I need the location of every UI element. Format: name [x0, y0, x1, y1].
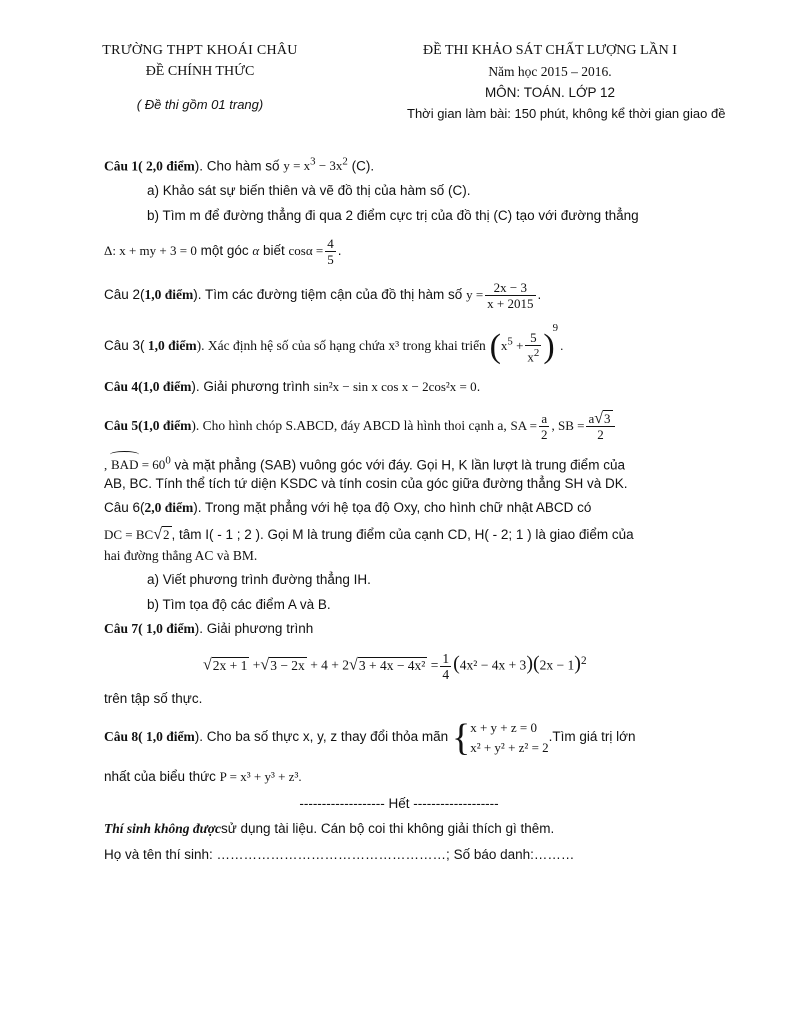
q1-know: biết	[262, 243, 285, 259]
q5-sa: SA =	[510, 418, 537, 434]
q2-label-bold: 1,0 điểm	[144, 287, 194, 303]
q7-quarter-num: 1	[442, 651, 450, 666]
q6-label: Câu 6(	[104, 500, 145, 515]
q4-text: ). Giải phương trình	[191, 379, 310, 394]
q7-term2-exp: 2	[580, 655, 587, 668]
q2-label: Câu 2(	[104, 287, 145, 303]
q2-text: ). Tìm các đường tiệm cận của đồ thị hàm số	[193, 287, 463, 303]
q1-line-eq: Δ: x + my + 3 = 0	[104, 243, 197, 259]
q8-sys2: x² + y² + z² = 2	[470, 740, 549, 755]
q7-root1: 2x + 1	[212, 657, 248, 673]
q8-text2: nhất của biểu thức	[104, 769, 216, 784]
note	[104, 821, 554, 837]
q1-cos-den: 5	[327, 252, 334, 267]
q1-alpha: α	[252, 243, 260, 259]
q2-fraction	[485, 280, 535, 311]
q7-term1: 4x² − 4x + 3	[459, 657, 527, 673]
q6-part-b: b) Tìm tọa độ các điểm A và B.	[147, 597, 331, 612]
q8-line2	[104, 769, 302, 785]
q8-system: {x + y + z = 0 x² + y² + z² = 2	[451, 717, 549, 759]
candidate-line: Họ và tên thí sinh: ……………………………………………; Số báo danh:………	[104, 847, 575, 862]
q5-sa-den: 2	[540, 427, 548, 442]
q1-part-b: b) Tìm m để đường thẳng đi qua 2 điểm cực trị của đồ thị (C) tạo với đường thẳng	[147, 208, 639, 223]
q8-tail: .Tìm giá trị lớn	[548, 728, 636, 744]
q5-comma: ,	[104, 457, 108, 473]
q7-domain: trên tập số thực.	[104, 691, 203, 706]
q7-root2: 3 − 2x	[270, 657, 305, 673]
q5-text2: và mặt phẳng (SAB) vuông góc với đáy. Gọi H, K lần lượt là trung điểm của	[174, 457, 625, 473]
q5-line2	[104, 455, 625, 473]
q1-lead: ). Cho hàm số	[194, 158, 280, 174]
q3-expansion: ($x^5$ + $\frac{5}{x^2}$ )$^9$.	[489, 321, 564, 366]
exam-time: Thời gian làm bài: 150 phút, không kể thời gian giao đề	[407, 106, 726, 121]
q6-text1: ). Trong mặt phẳng với hệ tọa độ Oxy, cho hình chữ nhật ABCD có	[193, 500, 592, 515]
q5-sb-fraction: $\frac{a√3}{2}$	[586, 411, 614, 442]
q2-y: y =	[466, 287, 484, 303]
note-rest: sử dụng tài liệu. Cán bộ coi thi không giải thích gì thêm.	[221, 821, 555, 836]
note-bold: Thí sinh không được	[104, 821, 221, 836]
q1-cos-fraction	[325, 236, 336, 267]
question-3	[104, 321, 564, 366]
q2-den: x + 2015	[487, 296, 534, 311]
q3-base: x	[500, 338, 508, 354]
q4-equation: sin²x − sin x cos x − 2cos²x = 0	[313, 379, 477, 394]
q5-sb-num-a: a	[588, 411, 595, 426]
q3-text: ). Xác định hệ số của số hạng chứa x³ trong khai triển	[196, 338, 486, 354]
question-1	[104, 156, 374, 174]
question-8	[104, 718, 636, 758]
q3-exp5: 5	[507, 335, 513, 348]
q3-label-bold: 1,0 điểm	[144, 338, 197, 354]
q5-deg: 0	[165, 455, 171, 467]
q5-sb-num-sqrt: 3	[604, 411, 611, 426]
q3-power: 9	[552, 321, 559, 334]
question-7	[104, 621, 313, 637]
q7-text: ). Giải phương trình	[194, 621, 314, 636]
q5-sa-num: a	[539, 411, 550, 427]
q5-sa-fraction	[539, 411, 550, 442]
q1-cos-num: 4	[327, 236, 334, 251]
question-6	[104, 500, 591, 516]
q5-sb-den: 2	[597, 427, 604, 442]
question-4: Câu 4(1,0 điểm). Giải phương trình sin²x − sin x cos x − 2cos²x = 0.	[104, 379, 481, 394]
q1-part-a: a) Khảo sát sự biến thiên và vẽ đồ thị của hàm số (C).	[147, 183, 471, 198]
q3-fnum: 5	[525, 330, 541, 346]
q1-function: $y = x^3 - 3x^2$	[283, 156, 348, 174]
q8-sys1: x + y + z = 0	[470, 720, 537, 735]
q4-label: Câu 4(1,0 điểm	[104, 379, 192, 394]
q8-expr: P = x³ + y³ + z³.	[219, 769, 302, 784]
q7-term2: 2x − 1	[539, 657, 575, 673]
q7-quarter-den: 4	[442, 667, 450, 682]
q3-fden-exp: 2	[533, 347, 540, 359]
q1-label: Câu 1( 2,0 điểm	[104, 158, 195, 174]
exam-title: ĐỀ THI KHẢO SÁT CHẤT LƯỢNG LẦN I	[423, 43, 677, 58]
q3-plus: +	[516, 338, 524, 354]
question-5	[104, 411, 617, 442]
end-marker: ------------------- Hết -------------------	[299, 796, 499, 811]
q5-text1: ). Cho hình chóp S.ABCD, đáy ABCD là hình thoi cạnh a,	[191, 418, 507, 434]
q1-part-b-cont: Δ: x + my + 3 = 0 một góc α biết cosα = $\frac{4}{5}$ .	[104, 236, 342, 267]
q7-root3: 3 + 4x − 4x²	[358, 657, 426, 673]
q6-label-bold: 2,0 điểm	[144, 500, 194, 515]
q3-fden: x	[527, 349, 534, 365]
q5-angle: BAD	[111, 457, 139, 473]
q1-curve: (C).	[351, 158, 375, 174]
official-label: ĐỀ CHÍNH THỨC	[145, 64, 255, 79]
q7-equation: √2x + 1 +√3 − 2x + 4 + 2√3 + 4x − 4x² = $\frac{1}{4}$ $(4x^2 - 4x + 3)(2x - 1)^2$	[203, 651, 587, 682]
q5-sb: , SB =	[551, 418, 585, 434]
q5-angle-val: = 60	[141, 457, 166, 473]
q6-line2: DC = BC√2 , tâm I( - 1 ; 2 ). Gọi M là trung điểm của cạnh CD, H( - 2; 1 ) là giao điểm của	[104, 526, 634, 543]
q1-angle-text: một góc	[200, 243, 249, 259]
q7-label-bold: 1,0 điểm	[142, 621, 195, 636]
subject: MÔN: TOÁN. LỚP 12	[484, 85, 616, 100]
q7-mid: + 4 + 2	[310, 657, 350, 673]
q5-text3: AB, BC. Tính thể tích tứ diện KSDC và tính cosin của góc giữa đường thẳng SH và DK.	[104, 476, 628, 491]
q7-plus1: +	[252, 657, 261, 673]
q6-part-a: a) Viết phương trình đường thẳng IH.	[147, 572, 371, 587]
q5-label: Câu 5(1,0 điểm	[104, 418, 192, 434]
q7-eq: =	[430, 657, 439, 673]
question-2: Câu 2(1,0 điểm). Tìm các đường tiệm cận của đồ thị hàm số y = $\frac{2x - 3}{x + 2015}$ .	[104, 280, 542, 311]
q8-label: Câu 8( 1,0 điểm	[104, 728, 195, 744]
school-name: TRƯỜNG THPT KHOÁI CHÂU	[102, 43, 298, 58]
q6-text2: , tâm I( - 1 ; 2 ). Gọi M là trung điểm của cạnh CD, H( - 2; 1 ) là giao điểm của	[171, 527, 634, 542]
q6-dc-sqrt: 2	[163, 527, 170, 542]
page-count: ( Đề thi gồm 01 trang)	[136, 97, 264, 112]
school-year: Năm học 2015 – 2016.	[488, 64, 612, 79]
q7-label: Câu 7(	[104, 621, 143, 636]
q2-num: 2x − 3	[485, 280, 535, 296]
q6-dc: DC = BC	[104, 527, 154, 542]
q1-cos: cosα =	[288, 243, 324, 259]
q3-label: Câu 3(	[104, 338, 145, 354]
q8-text: ). Cho ba số thực x, y, z thay đổi thỏa mãn	[194, 728, 449, 744]
q6-text3: hai đường thẳng AC và BM.	[104, 548, 258, 563]
